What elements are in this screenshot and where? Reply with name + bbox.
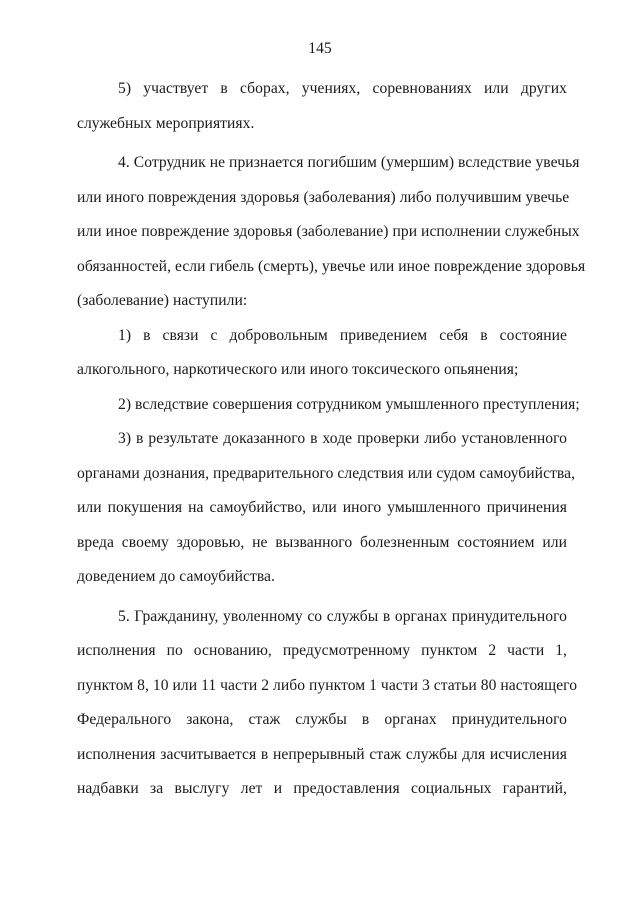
text-line: 5) участвует в сборах, учениях, соревнованиях или других — [118, 80, 567, 97]
text-line: вреда своему здоровью, не вызванного болезненным состоянием или — [77, 533, 567, 551]
text-line: (заболевание) наступили: — [77, 292, 248, 309]
text-line: 3) в результате доказанного в ходе проверки либо установленного — [118, 430, 567, 447]
text-line: или иного повреждения здоровья (заболевания) либо получившим увечье — [77, 188, 570, 206]
text-line: или покушения на самоубийство, или иного умышленного причинения — [77, 499, 567, 516]
text-line: исполнения засчитывается в непрерывный стаж службы для исчисления — [77, 745, 567, 763]
body-text — [77, 72, 586, 807]
text-line: доведением до самоубийства. — [77, 568, 275, 585]
text-line: обязанностей, если гибель (смерть), увечье или иное повреждение здоровья — [77, 257, 586, 275]
text-line: 5. Гражданину, уволенному со службы в органах принудительного — [118, 607, 567, 625]
text-line: 2) вследствие совершения сотрудником умышленного преступления; — [118, 395, 580, 413]
text-line: органами дознания, предварительного следствия или судом самоубийства, — [77, 464, 576, 482]
text-line: алкогольного, наркотического или иного токсического опьянения; — [77, 361, 519, 378]
text-line: пунктом 8, 10 или 11 части 2 либо пунктом 1 части 3 статьи 80 настоящего — [77, 676, 578, 694]
text-line: 1) в связи с добровольным приведением себя в состояние — [118, 326, 567, 344]
text-line: надбавки за выслугу лет и предоставления социальных гарантий, — [77, 780, 567, 797]
text-line: служебных мероприятиях. — [77, 114, 255, 132]
text-line: или иное повреждение здоровья (заболевание) при исполнении служебных — [77, 223, 580, 240]
text-line: Федерального закона, стаж службы в органах принудительного — [77, 711, 567, 728]
text-line: исполнения по основанию, предусмотренному пунктом 2 части 1, — [77, 642, 567, 659]
text-line: 4. Сотрудник не признается погибшим (умершим) вследствие увечья — [118, 154, 580, 171]
page-number: 145 — [308, 40, 332, 57]
